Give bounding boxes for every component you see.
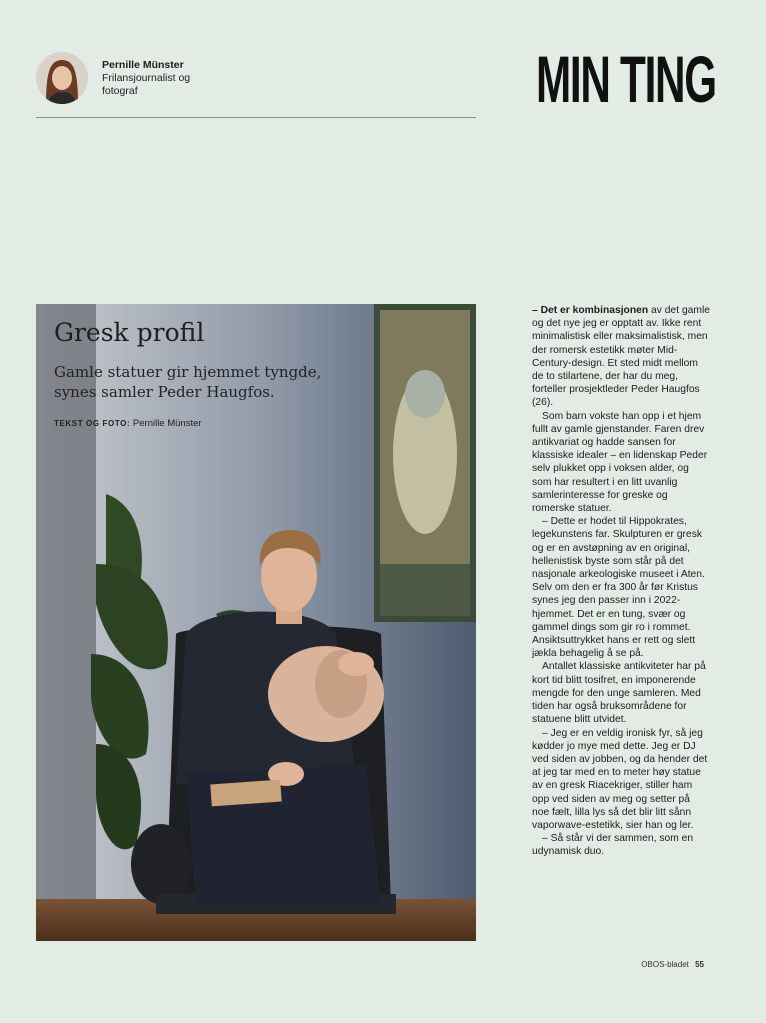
author-avatar <box>36 52 88 104</box>
paragraph <box>532 304 710 410</box>
article-deck: Gamle statuer gir hjemmet tyngde, synes samler Peder Haugfos. <box>54 363 322 401</box>
paragraph: – Jeg er en veldig ironisk fyr, så jeg kødder jo mye med dette. Jeg er DJ ved siden av jobben, og da hender det at jeg tar med en to meter høy statue av en gresk Riacekriger, stiller ham opp ved siden av meg og setter på noe fælt, lilla lys så det blir litt sånn vaporwave-estetikk, sier han og ler. <box>532 727 708 831</box>
page-number: 55 <box>695 960 704 969</box>
paragraph-text: av det gamle og det nye jeg er opptatt av. Ikke rent minimalistisk eller maksimalistisk, men der romersk estetikk møter Mid-Century-design. Et sted midt mellom de to stilartene, der har du meg, forteller prosjektleder Peder Haugfos (26). <box>532 305 711 409</box>
credit-name: Pernille Münster <box>132 418 202 429</box>
article-credit <box>54 418 202 429</box>
header-rule <box>36 117 476 118</box>
paragraph: Antallet klassiske antikviteter har på kort tid blitt tosifret, en imponerende mengde for den unge samleren. Med tiden har også bruksområdene for statuene blitt utvidet. <box>532 661 706 726</box>
article-body <box>532 304 710 859</box>
author-name: Pernille Münster <box>102 58 184 71</box>
publication-name: OBOS-bladet <box>641 960 689 969</box>
article-headline: Gresk profil <box>54 318 205 347</box>
credit-label: TEKST OG FOTO: <box>54 419 131 428</box>
author-byline <box>36 52 202 104</box>
section-title: MIN TING <box>536 42 716 116</box>
page-footer <box>641 960 704 969</box>
lead-in: – Det er kombinasjonen <box>532 305 649 316</box>
paragraph: – Så står vi der sammen, som en udynamisk duo. <box>532 833 694 858</box>
paragraph: – Dette er hodet til Hippokrates, legekunstens far. Skulpturen er gresk og er en avstøpning av en original, hellenistisk byste som står på det nasjonale arkeologiske museet i Aten. Selv om den er fra 300 år før Kristus synes jeg den passer inn i 2022-hjemmet. Det er en tung, svær og gammel dings som gir ro i rommet. Ansiktsuttrykket hans er rett og slett jækla behagelig å se på. <box>532 516 705 660</box>
paragraph: Som barn vokste han opp i et hjem fullt av gamle gjenstander. Faren drev antikvariat og hadde sansen for klassiske idealer – en lidenskap Peder selv plukket opp i voksen alder, og som har resultert i en litt uvanlig samlerinteresse for greske og romerske statuer. <box>532 410 708 515</box>
author-role: Frilansjournalist og fotograf <box>102 71 191 97</box>
